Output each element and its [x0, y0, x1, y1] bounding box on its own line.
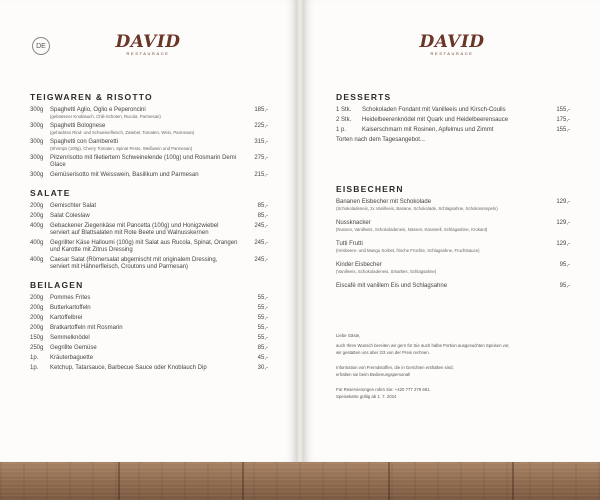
- eisbecher-item: [336, 199, 570, 212]
- item-quantity: 400g: [30, 240, 44, 246]
- item-name: Butterkartoffeln: [50, 305, 91, 311]
- item-description: [50, 335, 244, 342]
- note-line: erhalten sie beim Bedienungspersonal!: [336, 372, 411, 377]
- desserts-section: [336, 92, 570, 144]
- item-name: Spaghetti Bolognese: [50, 123, 106, 129]
- item-quantity: 1 Stk.: [336, 107, 352, 113]
- item-price: 185,-: [254, 107, 268, 113]
- menu-item: [30, 223, 268, 237]
- item-ingredients: (Nussen, Vanilleeis, Schokoladeneis, Nüssen, Karamell, Schlagsahne, Krokant): [336, 227, 488, 232]
- logo-subtitle: RESTAURACE: [430, 51, 474, 56]
- item-name: Kräuterbaguette: [50, 355, 94, 361]
- item-name: Eiscafé mit vanillem Eis und Schlagsahne: [336, 283, 448, 289]
- item-name: Salat Coleslaw: [50, 213, 90, 219]
- item-price: 245,-: [254, 223, 268, 229]
- left-sections: [30, 92, 268, 375]
- eisbecher-item: [336, 220, 570, 233]
- item-ingredients: (Shrimps (100g), Cherry Tomaten, Spinat Pesto, Weißwein und Parmesan): [50, 146, 193, 151]
- item-price: 245,-: [254, 240, 268, 246]
- item-description: [50, 107, 244, 120]
- menu-item: [30, 345, 268, 352]
- item-quantity: 1p.: [30, 355, 39, 361]
- item-description: [50, 365, 244, 372]
- item-price: 95,-: [559, 262, 570, 268]
- item-price: 225,-: [254, 123, 268, 129]
- dessert-item: [336, 107, 570, 114]
- item-name: Kaiserschmarn mit Rosinen, Apfelmus und Zimmt: [362, 127, 494, 133]
- note-line: Liebe Gäste,: [336, 333, 361, 338]
- item-description: [50, 315, 244, 322]
- eisbecher-section: [336, 184, 570, 298]
- menu-item: [30, 355, 268, 362]
- eisbecher-item: [336, 262, 570, 275]
- item-description: [50, 257, 244, 271]
- item-quantity: 200g: [30, 325, 44, 331]
- section-title: SALATE: [30, 188, 71, 198]
- item-description: [50, 172, 244, 179]
- item-price: 175,-: [556, 117, 570, 123]
- eisbecher-list: [336, 199, 570, 290]
- menu-item: [30, 335, 268, 342]
- item-quantity: 1p.: [30, 365, 39, 371]
- item-price: 85,-: [257, 203, 268, 209]
- menu-item: [30, 139, 268, 152]
- menu-section: [30, 188, 268, 271]
- menu-item: [30, 365, 268, 372]
- item-quantity: 300g: [30, 155, 44, 161]
- item-description: [50, 155, 244, 169]
- item-name: Spaghetti Aglio, Oglio e Peperoncini: [50, 107, 146, 113]
- item-description: [336, 283, 546, 290]
- item-price: 55,-: [257, 315, 268, 321]
- item-quantity: 200g: [30, 203, 44, 209]
- item-quantity: 200g: [30, 305, 44, 311]
- note-line: auch Ihren Wunsch bereiten wir gern für Sie auch halbe Portion ausgesuchten Speisen vor,: [336, 343, 510, 348]
- item-name: Gemüserisotto mit Weisswein, Basilikum und Parmesan: [50, 172, 199, 178]
- item-price: 245,-: [254, 257, 268, 263]
- right-menu-page: [304, 0, 600, 462]
- language-button[interactable]: DE: [32, 37, 50, 55]
- item-name: Bananen Eisbecher mit Schokolade: [336, 199, 432, 205]
- item-description: [50, 203, 244, 210]
- menu-item: [30, 107, 268, 120]
- item-quantity: 2 Stk.: [336, 117, 352, 123]
- dessert-item: [336, 127, 570, 134]
- item-description: [50, 240, 244, 254]
- item-price: 55,-: [257, 325, 268, 331]
- item-quantity: 300g: [30, 139, 44, 145]
- note-line: Information von Fremdstoffen, die in Gerichten enthalten sind,: [336, 365, 454, 370]
- item-name: Pommes Frites: [50, 295, 91, 301]
- menu-item: [30, 305, 268, 312]
- item-name: Kinder Eisbecher: [336, 262, 382, 268]
- dessert-list: [336, 107, 570, 134]
- item-quantity: 300g: [30, 123, 44, 129]
- item-description: [50, 223, 244, 237]
- menu-item: [30, 325, 268, 332]
- item-name: Bratkartoffeln mit Rosmarin: [50, 325, 123, 331]
- item-description: [336, 262, 546, 275]
- item-description: [50, 355, 244, 362]
- item-quantity: 1 p.: [336, 127, 347, 133]
- item-price: 315,-: [254, 139, 268, 145]
- menu-item: [30, 315, 268, 322]
- item-price: 55,-: [257, 305, 268, 311]
- item-description: [50, 139, 244, 152]
- menu-section: [30, 280, 268, 372]
- wooden-table-background: [0, 462, 600, 500]
- menu-item: [30, 172, 268, 179]
- item-name: Schokoladen Fondant mit Vanilleeis und Kirsch-Coulis: [362, 107, 506, 113]
- item-name: Gegrillte Gemüse: [50, 345, 97, 351]
- item-name: Pilzenrisotto mit filetiertem Schweinelende (100g) und Rosmarin Demi Glace: [50, 155, 237, 168]
- plank-seam: [512, 462, 514, 500]
- item-name: Gegrillter Käse Halloumi (100g) mit Salat aus Rucola, Spinat, Orangen und Karotte mit Zitrus Dressing: [50, 240, 238, 253]
- dessert-footer: Torten nach dem Tagesangebot...: [336, 137, 425, 143]
- item-price: 45,-: [257, 355, 268, 361]
- section-title: BEILAGEN: [30, 280, 84, 290]
- guest-notes: [336, 333, 570, 400]
- item-quantity: 200g: [30, 315, 44, 321]
- section-title: TEIGWAREN & RISOTTO: [30, 92, 153, 102]
- item-ingredients: (Vanilleeis, Schokoladeneis, Smarties, Schlagsahne): [336, 269, 437, 274]
- item-quantity: 400g: [30, 257, 44, 263]
- item-name: Nussknacker: [336, 220, 371, 226]
- item-description: [50, 213, 244, 220]
- item-name: Spaghetti con Gamberetti: [50, 139, 119, 145]
- item-name: Caesar Salat (Römersalat abgemischt mit originalem Dressing, serviert mit Hähnerfleisch, Croutons und Parmesan): [50, 257, 218, 270]
- menu-item: [30, 240, 268, 254]
- note-line: wir gestatten uns aber 2/3 von der Preis rechnen.: [336, 350, 430, 355]
- item-ingredients: (gebratener Knoblauch, Chili-Schoten, Rucola, Parmesan): [50, 114, 161, 119]
- note-line: Speisekarte gültig ab 1. 7. 2024: [336, 394, 397, 399]
- eisbecher-item: [336, 283, 570, 290]
- item-price: 55,-: [257, 295, 268, 301]
- menu-item: [30, 257, 268, 271]
- item-name: Kartoffelbrei: [50, 315, 83, 321]
- item-price: 95,-: [559, 283, 570, 289]
- item-price: 129,-: [556, 220, 570, 226]
- item-ingredients: (gehacktes Rind- und Schweinefleisch, Zwiebel, Tomaten, Wein, Parmesan): [50, 130, 195, 135]
- menu-item: [30, 203, 268, 210]
- menu-item: [30, 213, 268, 220]
- item-price: 129,-: [556, 241, 570, 247]
- section-title: EISBECHERN: [336, 184, 404, 194]
- item-name: Tutti Frutti: [336, 241, 363, 247]
- item-ingredients: (Himbeere- und Mango Sorbet, frische Früchte, Schlagsahne, Fruchtsauce): [336, 248, 480, 253]
- item-name: Gemischter Salat: [50, 203, 97, 209]
- note-line: Für Reservierungen rufen Sie: +420 777 279 681.: [336, 387, 431, 392]
- book-gutter: [296, 0, 304, 462]
- item-description: [50, 295, 244, 302]
- menu-item: [30, 123, 268, 136]
- item-name: Ketchup, Tatarsauce, Barbecue Sauce oder Knoblauch Dip: [50, 365, 207, 371]
- item-quantity: 150g: [30, 335, 44, 341]
- item-name: Heidelbeerenknödel mit Quark und Heidelbeerensauce: [362, 117, 509, 123]
- plank-seam: [118, 462, 120, 500]
- item-description: [336, 220, 546, 233]
- item-price: 55,-: [257, 335, 268, 341]
- item-description: [50, 345, 244, 352]
- item-quantity: 300g: [30, 172, 44, 178]
- item-price: 215,-: [254, 172, 268, 178]
- item-quantity: 200g: [30, 295, 44, 301]
- item-description: [336, 241, 546, 254]
- item-price: 85,-: [257, 213, 268, 219]
- item-description: [50, 123, 244, 136]
- item-description: [50, 325, 244, 332]
- restaurant-logo-right: [304, 34, 600, 57]
- item-ingredients: (Schokoladeneis, 2x Vanilleeis, Banane, Schokolade, Schlagsahne, Schokosrespeln): [336, 206, 498, 211]
- dessert-item: [336, 117, 570, 124]
- restaurant-logo: [0, 34, 296, 57]
- left-menu-page: [0, 0, 296, 462]
- item-price: 129,-: [556, 199, 570, 205]
- item-quantity: 250g: [30, 345, 44, 351]
- item-quantity: 300g: [30, 107, 44, 113]
- item-price: 30,-: [257, 365, 268, 371]
- item-quantity: 200g: [30, 213, 44, 219]
- menu-item: [30, 295, 268, 302]
- menu-item: [30, 155, 268, 169]
- item-price: 275,-: [254, 155, 268, 161]
- logo-subtitle: RESTAURACE: [126, 51, 170, 56]
- item-price: 155,-: [556, 107, 570, 113]
- item-name: Semmelknödel: [50, 335, 90, 341]
- eisbecher-item: [336, 241, 570, 254]
- plank-seam: [388, 462, 390, 500]
- item-price: 85,-: [257, 345, 268, 351]
- item-price: 155,-: [556, 127, 570, 133]
- menu-section: [30, 92, 268, 179]
- item-description: [50, 305, 244, 312]
- logo-name: DAVID: [419, 32, 485, 52]
- section-title: DESSERTS: [336, 92, 392, 102]
- item-name: Gebackener Ziegenkäse mit Pancetta (100g) und Honigzwiebel serviert auf Blattsalaten mit Rote Beete und Walnusskernen: [50, 223, 219, 236]
- plank-seam: [242, 462, 244, 500]
- logo-name: DAVID: [115, 32, 181, 52]
- item-description: [336, 199, 546, 212]
- item-quantity: 400g: [30, 223, 44, 229]
